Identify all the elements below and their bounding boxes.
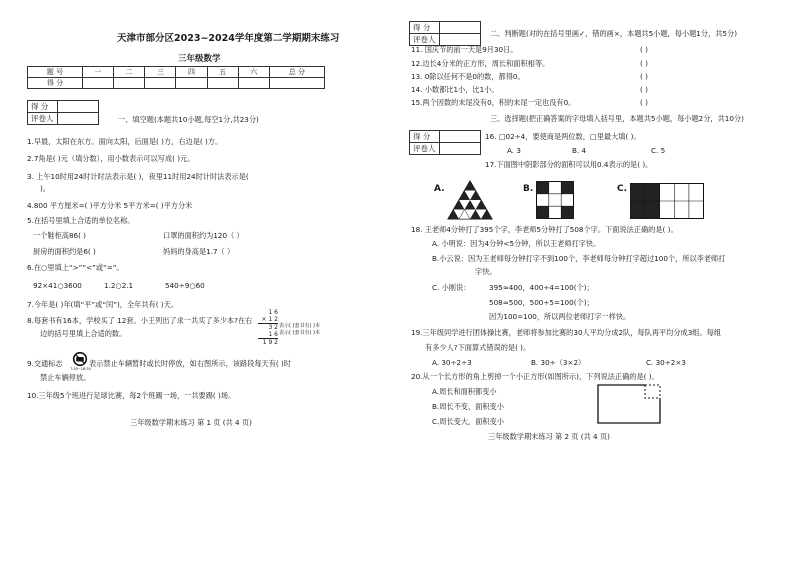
- score-row-label: 得 分: [28, 78, 83, 89]
- question-2: 2.7角是( )元（填分数），用小数表示可以写成( )元。: [27, 154, 195, 163]
- q18-option-b-line2: 字快。: [475, 267, 497, 276]
- q18-c-calc-1: 395≈400，400÷4=100(个)；: [489, 283, 594, 292]
- vm-line: 1 6: [258, 331, 278, 339]
- subject-title: 三年级数学: [178, 54, 221, 64]
- grader-score-cell[interactable]: [439, 131, 480, 143]
- q17-label-c[interactable]: C.: [617, 184, 628, 194]
- q17-label-a[interactable]: A.: [434, 184, 445, 194]
- score-cell[interactable]: [114, 78, 145, 89]
- score-cell[interactable]: [145, 78, 176, 89]
- sign-time: 7:30~18:30: [70, 367, 91, 371]
- score-header: 四: [176, 67, 207, 78]
- question-5d: 妈妈的身高是1.7（ ）: [163, 247, 235, 256]
- question-6a: 92×41○3600: [33, 281, 82, 290]
- grader-name-cell[interactable]: [57, 113, 98, 125]
- question-6b: 1.2○2.1: [104, 281, 134, 290]
- question-5c: 厨房的面积约是6( ): [33, 247, 96, 256]
- judge-15-paren[interactable]: ( ): [640, 98, 648, 107]
- grader-score-cell[interactable]: [57, 101, 98, 113]
- q18-option-b-line1[interactable]: B.小云说：因为王老师每分钟打字不到100个，李老师每分钟打字超过100个，所以李老师打: [432, 254, 726, 263]
- q18-c-calc-2: 508≈500，500÷5=100(个)；: [489, 298, 594, 307]
- score-header: 五: [207, 67, 238, 78]
- question-8-line2: 边的括号里填上合适的数。: [40, 329, 127, 338]
- grader-name-cell[interactable]: [439, 143, 480, 155]
- page-footer-1: 三年级数学期末练习 第 1 页 (共 4 页): [130, 418, 252, 427]
- grader-box-2: [409, 21, 481, 46]
- judge-11-paren[interactable]: ( ): [640, 45, 648, 54]
- judge-14: 14. 小数都比1小，比1小。: [411, 85, 499, 94]
- q19-option-c[interactable]: C. 30÷2×3: [646, 358, 686, 367]
- judge-11: 11. 国庆节的前一天是9月30日。: [411, 45, 518, 54]
- grader-box-1: [27, 100, 99, 125]
- section1-heading: 一、填空题(本题共10小题,每空1分,共23分): [118, 115, 259, 124]
- score-header: 六: [238, 67, 269, 78]
- score-header: 一: [83, 67, 114, 78]
- question-5a: 一个鞋柜高86( ): [33, 231, 86, 240]
- q17-rectangle-grid-figure: [630, 183, 704, 219]
- judge-14-paren[interactable]: ( ): [640, 85, 648, 94]
- question-9-line2: 禁止车辆停放。: [40, 373, 91, 382]
- q17-triangle-figure: [447, 180, 493, 220]
- score-cell[interactable]: [269, 78, 324, 89]
- grader-name-label: 评卷人: [410, 143, 440, 155]
- question-8-line1: 8.每套书有16本，学校买了 12套。小王列出了求一共买了多少本?在右: [27, 316, 253, 325]
- question-4: 4.800 平方厘米=( )平方分米 5平方米=( )平方分米: [27, 201, 193, 210]
- q18-c-calc-3: 因为100=100，所以两位老师打字一样快。: [489, 312, 631, 321]
- question-19-line2: 有多少人?下面算式错误的是( )。: [425, 343, 531, 352]
- q16-option-a[interactable]: A. 3: [507, 146, 521, 155]
- question-16: 16. □02÷4，要使商是两位数，□里最大填( )。: [485, 132, 641, 141]
- judge-13: 13. 0除以任何不是0的数，都得0。: [411, 72, 525, 81]
- grader-name-label: 评卷人: [28, 113, 58, 125]
- q17-square-grid-figure: [536, 181, 574, 219]
- question-10: 10.三年级5个班进行足球比赛，每2个班踢一场，一共要踢( )场。: [27, 391, 236, 400]
- question-3-line2: )。: [40, 184, 50, 193]
- judge-13-paren[interactable]: ( ): [640, 72, 648, 81]
- question-6: 6.在○里填上“>”“<”或“=”。: [27, 263, 124, 272]
- section3-heading: 三、选择题(把正确答案的字母填入括号里，本题共5小题，每小题2分，共10分): [490, 114, 744, 123]
- question-5: 5.在括号里填上合适的单位名称。: [27, 216, 135, 225]
- question-7: 7.今年是( )年(填“平”或“闰”)，全年共有( )天。: [27, 300, 178, 309]
- page-footer-2: 三年级数学期末练习 第 2 页 (共 4 页): [488, 432, 610, 441]
- q17-label-b[interactable]: B.: [523, 184, 534, 194]
- q20-cut-rectangle-figure: [597, 384, 661, 424]
- grader-score-cell[interactable]: [439, 22, 480, 34]
- grader-score-label: 得 分: [410, 22, 440, 34]
- question-1: 1.早晨，太阳在东方。面向太阳，后面是( )方，右边是( )方。: [27, 137, 223, 146]
- question-18: 18. 王老师4分钟打了395个字，李老师5分钟打了508个字。下面说法正确的是( )。: [411, 225, 678, 234]
- score-header: 总 分: [269, 67, 324, 78]
- q16-option-c[interactable]: C. 5: [651, 146, 666, 155]
- question-6c: 540÷9○60: [165, 281, 205, 290]
- q18-option-c[interactable]: C. 小刚说：: [432, 283, 471, 292]
- vm-line: × 1 2: [258, 316, 278, 324]
- score-cell[interactable]: [83, 78, 114, 89]
- question-3-line1: 3. 上午10时用24时计时法表示是( )，夜里11时用24时计时法表示是(: [27, 172, 249, 181]
- question-20: 20.从一个长方形的角上剪掉一个小正方形(如图所示)，下列说法正确的是( )。: [411, 372, 659, 381]
- grader-name-cell[interactable]: [439, 34, 480, 46]
- judge-12-paren[interactable]: ( ): [640, 59, 648, 68]
- score-cell[interactable]: [238, 78, 269, 89]
- judge-12: 12.边长4分米的正方形，周长和面积相等。: [411, 59, 550, 68]
- q18-option-a[interactable]: A. 小明说：因为4分钟<5分钟，所以王老师打字快。: [432, 239, 601, 248]
- q20-option-c[interactable]: C.周长变大，面积变小: [432, 417, 504, 426]
- question-5b: 口罩的面积约为120（ ）: [163, 231, 244, 240]
- section2-heading: 二、判断题(对的在括号里画✓，错的画×，本题共5小题，每小题1分，共5分): [490, 29, 737, 38]
- judge-15: 15.两个因数的末尾没有0，积的末尾一定也没有0。: [411, 98, 576, 107]
- grader-box-3: [409, 130, 481, 155]
- question-9-prefix: 9.交通标志: [27, 359, 63, 368]
- vertical-multiplication: [258, 309, 278, 346]
- score-header: 题 号: [28, 67, 83, 78]
- q20-option-b[interactable]: B.周长不变，面积变小: [432, 402, 504, 411]
- vm-line: 3 2: [268, 324, 278, 331]
- score-cell[interactable]: [176, 78, 207, 89]
- question-19-line1: 19.三年级同学进行团体操比赛，老师将参加比赛的30人平均分成2队，每队再平均分成3组。每组: [411, 328, 722, 337]
- vm-label-1: 表示( )套书有( )本: [279, 323, 320, 329]
- score-header: 三: [145, 67, 176, 78]
- vm-line: 1 9 2: [262, 339, 278, 346]
- score-cell[interactable]: [207, 78, 238, 89]
- vm-line: 1 6: [268, 309, 278, 316]
- q20-option-a[interactable]: A.周长和面积都变小: [432, 387, 497, 396]
- vm-label-2: 表示( )套书有( )本: [279, 330, 320, 336]
- score-table: [27, 66, 325, 89]
- q19-option-a[interactable]: A. 30÷2÷3: [432, 358, 472, 367]
- q19-option-b[interactable]: B. 30÷（3×2）: [531, 358, 586, 367]
- score-header: 二: [114, 67, 145, 78]
- grader-name-label: 评卷人: [410, 34, 440, 46]
- grader-score-label: 得 分: [410, 131, 440, 143]
- question-9-line1: 表示禁止车辆暂时或长时停放，如右图所示，该路段每天有( )时: [89, 359, 291, 368]
- q16-option-b[interactable]: B. 4: [572, 146, 587, 155]
- grader-score-label: 得 分: [28, 101, 58, 113]
- exam-title: 天津市部分区2023~2024学年度第二学期期末练习: [117, 33, 340, 44]
- question-17: 17.下面图中阴影部分的面积可以用0.4表示的是( )。: [485, 160, 653, 169]
